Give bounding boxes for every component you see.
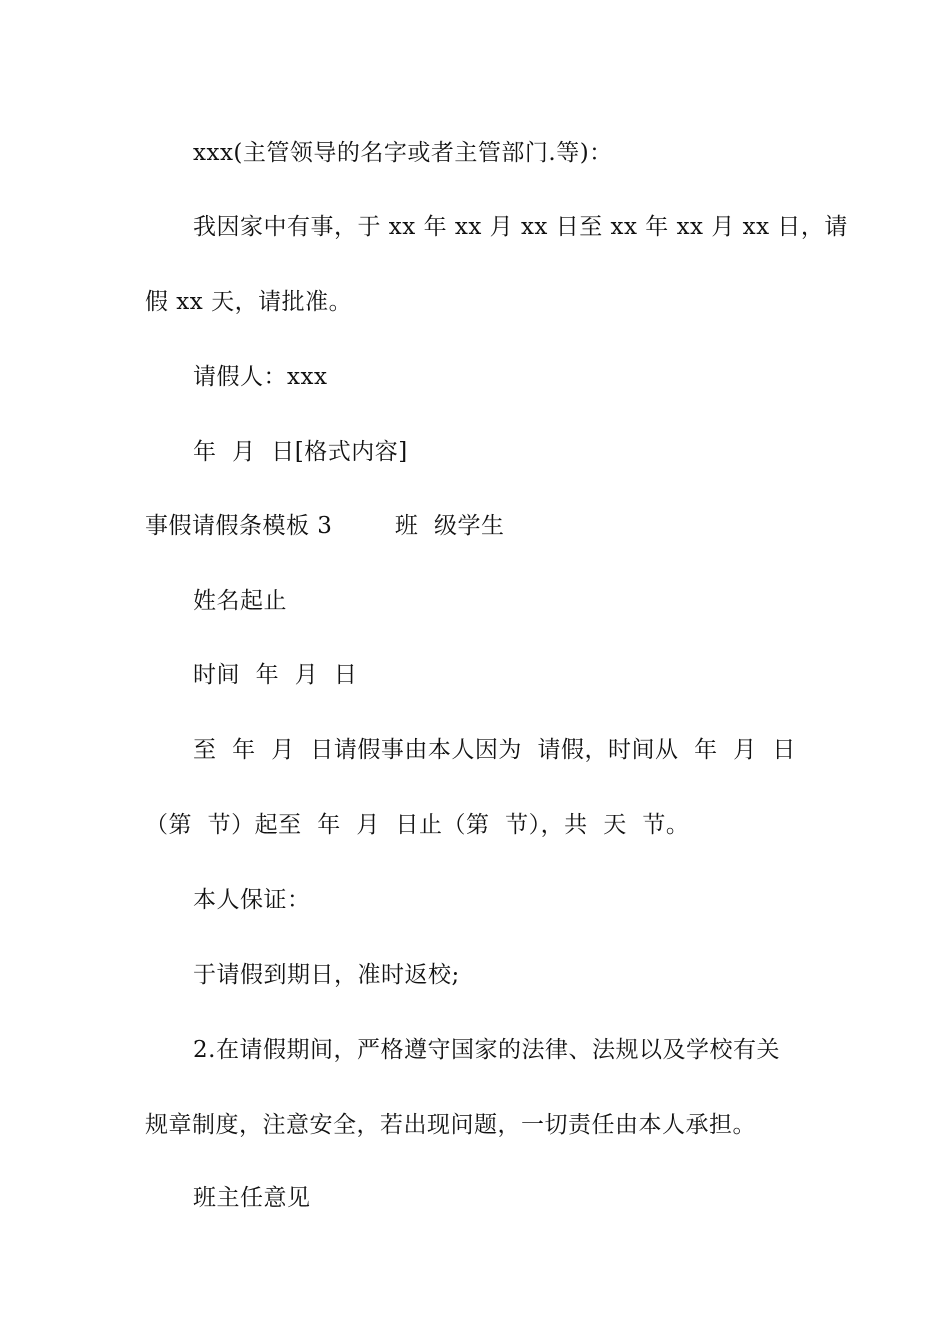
template-title-line: 事假请假条模板 3 班 级学生 [145, 513, 505, 539]
reason-line-1: 至 年 月 日请假事由本人因为 请假，时间从 年 月 日 [193, 737, 796, 763]
body-line-2: 假 xx 天，请批准。 [145, 289, 353, 315]
guarantee-item-1: 于请假到期日，准时返校; [193, 962, 460, 988]
teacher-opinion-label: 班主任意见 [193, 1185, 311, 1211]
body-line-1: 我因家中有事，于 xx 年 xx 月 xx 日至 xx 年 xx 月 xx 日，请 [193, 214, 848, 240]
guarantee-item-2-line-1: 2.在请假期间，严格遵守国家的法律、法规以及学校有关 [193, 1037, 780, 1063]
applicant-line: 请假人：xxx [193, 364, 328, 390]
guarantee-item-2-line-2: 规章制度，注意安全，若出现问题，一切责任由本人承担。 [145, 1112, 756, 1138]
name-line: 姓名起止 [193, 588, 287, 614]
reason-line-2: （第 节）起至 年 月 日止（第 节），共 天 节。 [145, 812, 690, 838]
guarantee-heading: 本人保证： [193, 887, 311, 913]
salutation-line: xxx(主管领导的名字或者主管部门.等)： [193, 140, 613, 166]
time-line: 时间 年 月 日 [193, 662, 358, 688]
date-line: 年 月 日[格式内容] [193, 439, 408, 465]
